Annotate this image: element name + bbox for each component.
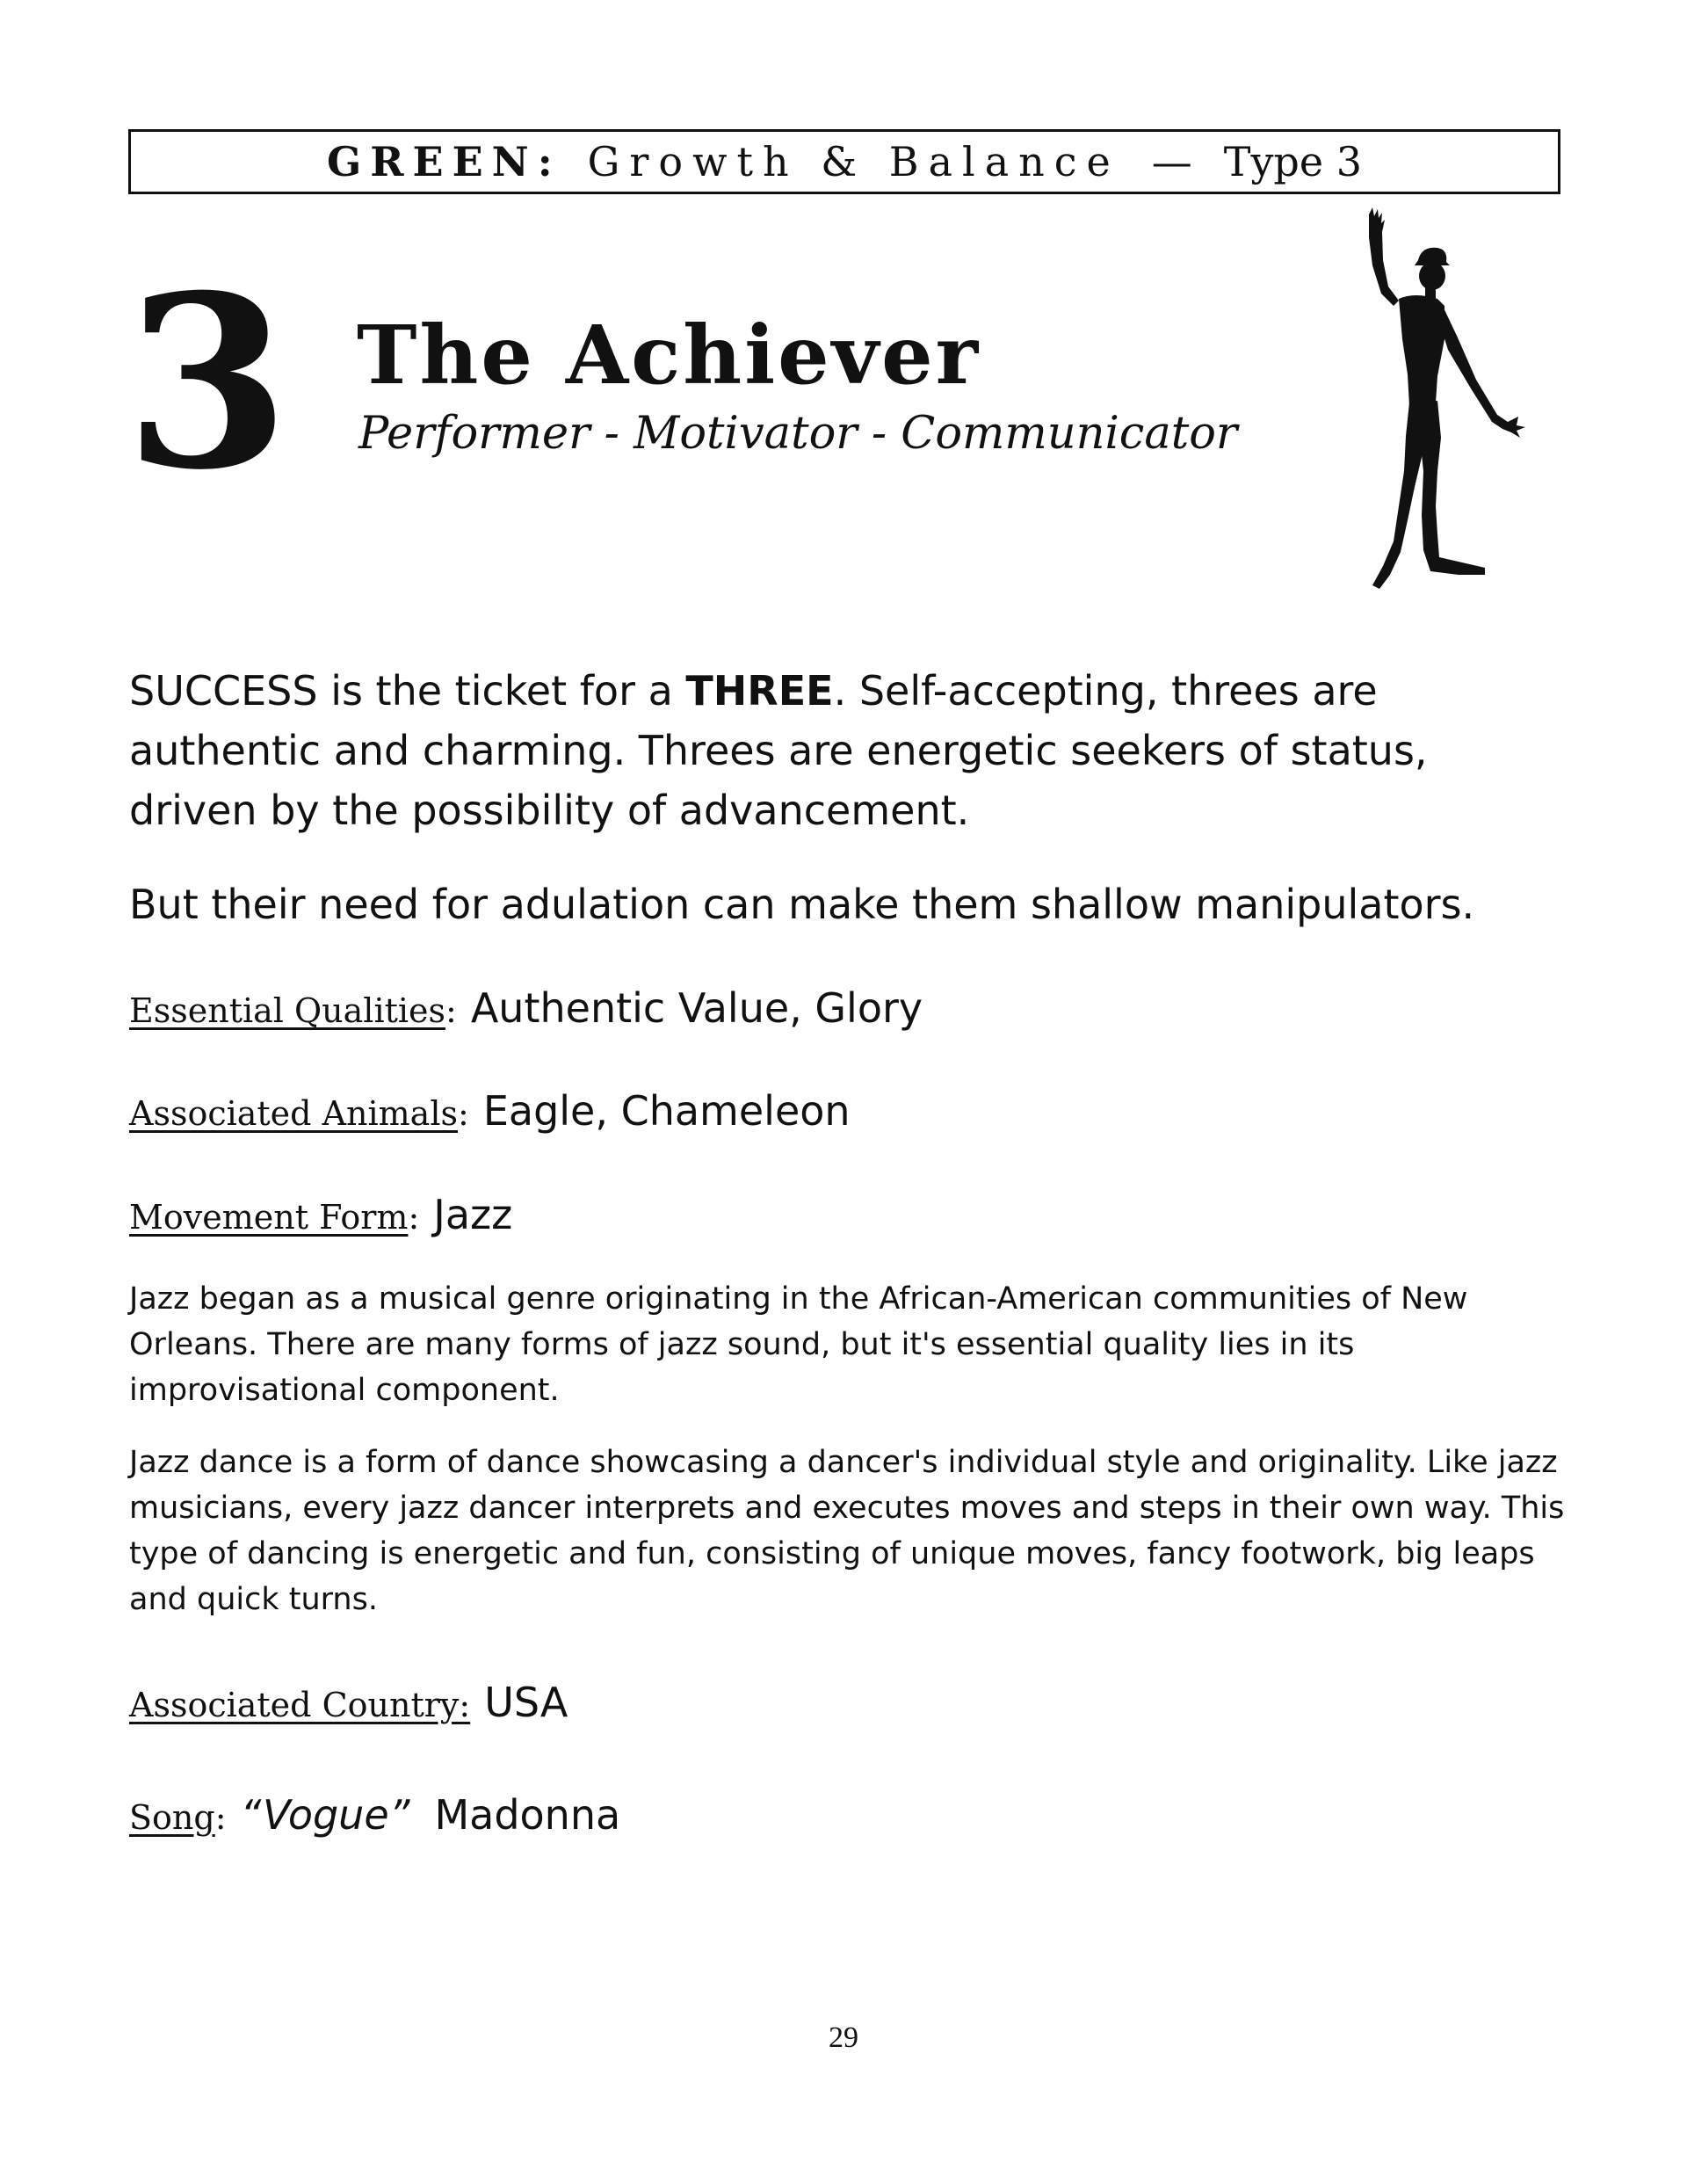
intro-emphasis: THREE <box>685 667 834 715</box>
song-label: Song <box>129 1798 215 1837</box>
intro-lead: SUCCESS is the ticket for a <box>129 667 686 715</box>
associated-country-label: Associated Country: <box>129 1686 471 1724</box>
header-type-label: Type 3 <box>1223 138 1362 185</box>
page-number: 29 <box>829 2021 858 2054</box>
essential-qualities-value: Authentic Value, Glory <box>470 984 923 1032</box>
movement-form-field: Movement Form : Jazz <box>129 1191 513 1238</box>
type-number: 3 <box>125 243 290 522</box>
movement-form-label: Movement Form <box>129 1198 409 1237</box>
essential-qualities-label: Essential Qualities <box>129 991 446 1030</box>
song-artist: Madonna <box>434 1791 621 1839</box>
page-subtitle: Performer - Motivator - Communicator <box>358 408 1238 460</box>
header-dash: — <box>1151 138 1192 185</box>
associated-animals-value: Eagle, Chameleon <box>482 1087 851 1135</box>
jazz-dance-paragraph: Jazz dance is a form of dance showcasing a dancer's individual style and originality. Like jazz musicians, every jazz dancer interprets and executes moves and steps in their own way. This type of dancing is energetic and fun, consisting of unique moves, fancy footwork, big leaps and quick turns. <box>129 1445 1565 1617</box>
movement-form-value: Jazz <box>433 1191 513 1238</box>
warning-paragraph: But their need for adulation can make them shallow manipulators. <box>129 881 1475 928</box>
essential-qualities-field: Essential Qualities : Authentic Value, Glory <box>129 984 923 1032</box>
associated-animals-label: Associated Animals <box>129 1094 458 1133</box>
song-field: Song : “Vogue” Madonna <box>129 1791 621 1839</box>
song-title: “Vogue” <box>240 1791 410 1839</box>
dancer-silhouette-icon <box>1353 207 1564 591</box>
header-color-word: GREEN <box>327 138 538 185</box>
page-title: The Achiever <box>357 308 981 403</box>
header-colon: : <box>537 138 553 185</box>
associated-animals-field: Associated Animals : Eagle, Chameleon <box>129 1087 851 1135</box>
header-theme: Growth & Balance <box>587 138 1120 185</box>
intro-rest: . Self-accepting, threes are authentic and charming. Threes are energetic seekers of status, driven by the possibility of advancement. <box>129 667 1428 834</box>
jazz-music-paragraph: Jazz began as a musical genre originating in the African-American communities of New Orleans. There are many forms of jazz sound, but it's essential quality lies in its improvisational component. <box>129 1281 1468 1408</box>
associated-country-value: USA <box>484 1679 568 1726</box>
associated-country-field <box>129 1679 568 1726</box>
section-header <box>128 129 1560 194</box>
intro-paragraph <box>129 661 1553 840</box>
